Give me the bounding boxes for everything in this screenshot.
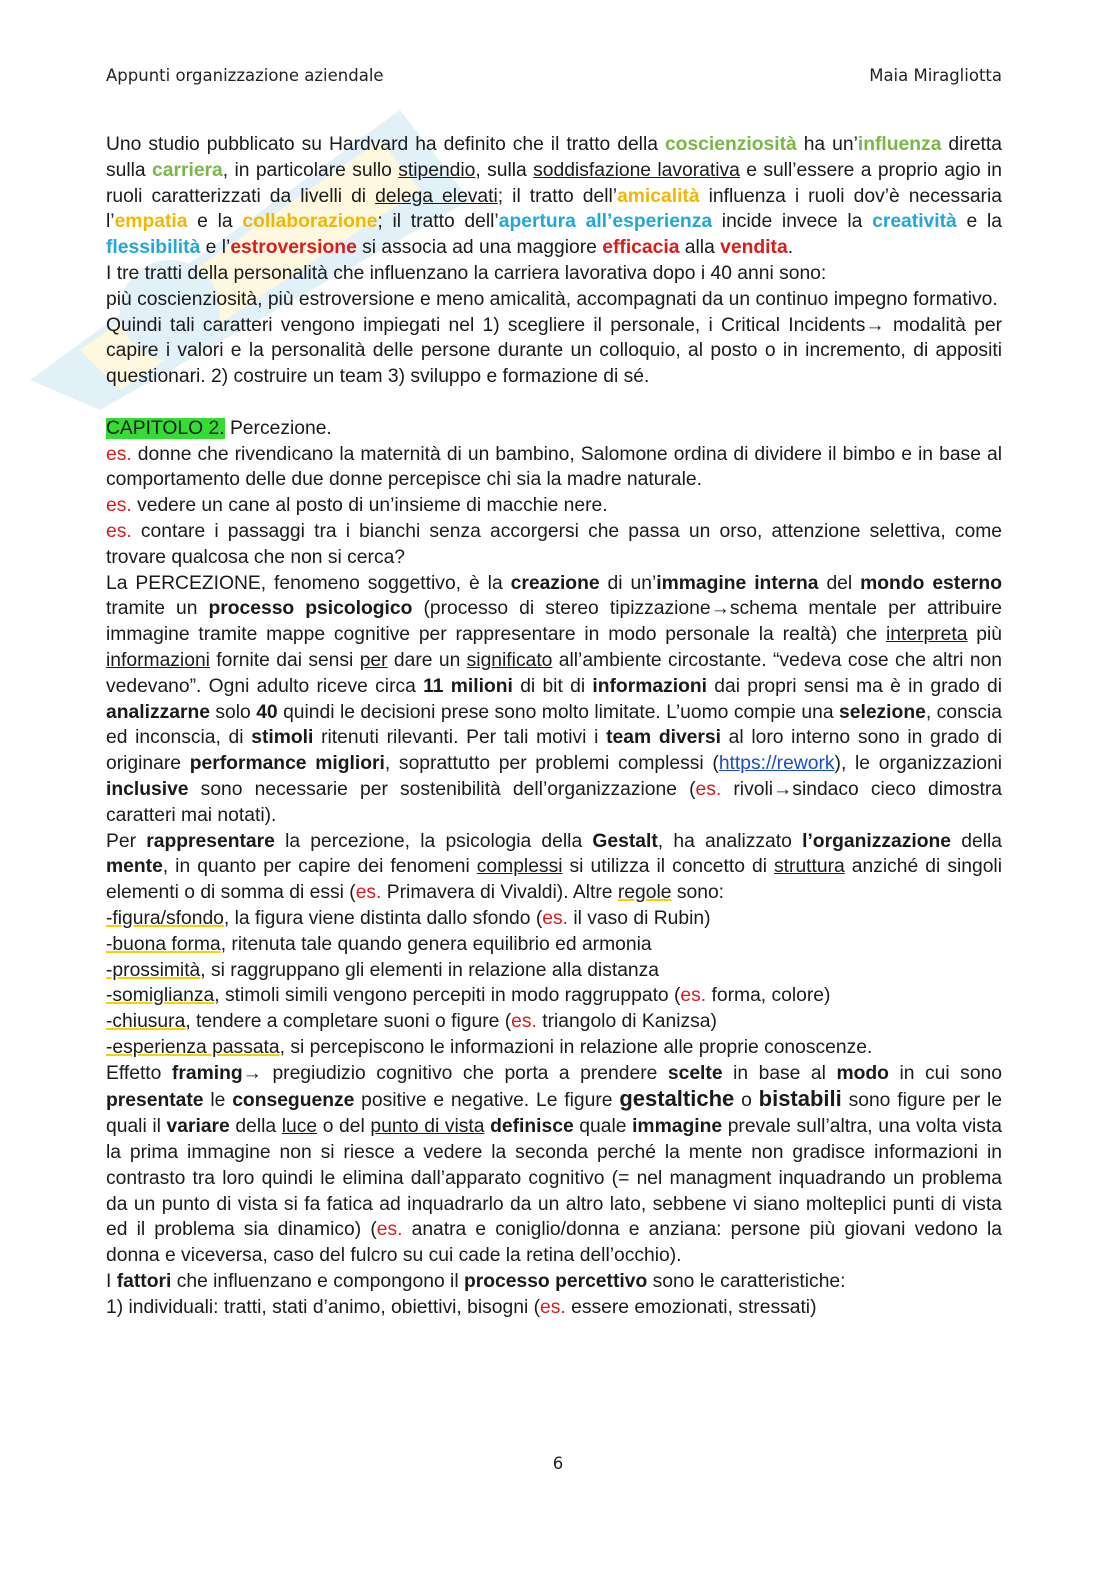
paragraph-three-traits: I tre tratti della personalità che influenzano la carriera lavorativa dopo i 40 anni sono:: [106, 262, 827, 284]
rule-item: -buona forma, ritenuta tale quando genera equilibrio ed armonia: [106, 933, 652, 955]
header-author: Maia Miragliotta: [869, 66, 1002, 85]
example-3: es. contare i passaggi tra i bianchi senza accorgersi che passa un orso, attenzione selettiva, come trovare qualcosa che non si cerca?: [106, 520, 1002, 568]
document-body: [106, 132, 1002, 1321]
paragraph-traits-list: più coscienziosità, più estroversione e meno amicalità, accompagnati da un continuo impegno formativo.: [106, 288, 998, 310]
factor-item: 1) individuali: tratti, stati d’animo, obiettivi, bisogni (es. essere emozionati, stressati): [106, 1296, 817, 1318]
example-1: es. donne che rivendicano la maternità di un bambino, Salomone ordina di dividere il bimbo e in base al comportamento delle due donne percepisce chi sia la madre naturale.: [106, 443, 1002, 491]
arrow-icon: →: [773, 778, 793, 800]
rule-item: -prossimità, si raggruppano gli elementi in relazione alla distanza: [106, 959, 660, 981]
rule-item: -figura/sfondo, la figura viene distinta dallo sfondo (es. il vaso di Rubin): [106, 907, 711, 929]
arrow-icon: →: [710, 598, 730, 620]
rework-link[interactable]: https://rework: [718, 753, 835, 775]
rule-item: -esperienza passata, si percepiscono le informazioni in relazione alle proprie conoscenze.: [106, 1036, 873, 1058]
paragraph-personality-study: Uno studio pubblicato su Hardvard ha definito che il tratto della coscienziosità ha un’influenza diretta sulla carriera, in particolare sullo stipendio, sulla soddisfazione lavorativa e sull’essere a proprio agio in ruoli caratterizzati da livelli di delega elevati; il tratto dell’amicalità influenza i ruoli dov’è necessaria l’empatia e la collaborazione; il tratto dell’apertura all’esperienza incide invece la creatività e la flessibilità e l’estroversione si associa ad una maggiore efficacia alla vendita.: [106, 134, 1003, 259]
example-2: es. vedere un cane al posto di un’insieme di macchie nere.: [106, 495, 608, 517]
rule-item: -somiglianza, stimoli simili vengono percepiti in modo raggruppato (es. forma, colore): [106, 985, 831, 1007]
paragraph-gestalt: Per rappresentare la percezione, la psicologia della Gestalt, ha analizzato l’organizzazione della mente, in quanto per capire dei fenomeni complessi si utilizza il concetto di struttura anziché di singoli elementi o di somma di essi (es. Primavera di Vivaldi). Altre regole sono:: [106, 830, 1002, 904]
page-number: 6: [552, 1454, 564, 1473]
paragraph-uses: Quindi tali caratteri vengono impiegati nel 1) scegliere il personale, i Critical Incidents→ modalità per capire i valori e la personalità delle persone durante un colloquio, al posto o in incremento, di appositi questionari. 2) costruire un team 3) sviluppo e formazione di sé.: [106, 314, 1002, 388]
paragraph-factors: I fattori che influenzano e compongono il processo percettivo sono le caratteristiche:: [106, 1271, 846, 1293]
arrow-icon: →: [865, 314, 885, 336]
rule-item: -chiusura, tendere a completare suoni o figure (es. triangolo di Kanizsa): [106, 1011, 717, 1033]
chapter-heading: CAPITOLO 2. Percezione.: [106, 417, 332, 439]
arrow-icon: →: [242, 1062, 262, 1084]
paragraph-perception: La PERCEZIONE, fenomeno soggettivo, è la creazione di un’immagine interna del mondo esterno tramite un processo psicologico (processo di stereo tipizzazione→schema mentale per attribuire immagine tramite mappe cognitive per rappresentare in modo personale la realtà) che interpreta più informazioni fornite dai sensi per dare un significato all’ambiente circostante. “vedeva cose che altri non vedevano”. Ogni adulto riceve circa 11 milioni di bit di informazioni dai propri sensi ma è in grado di analizzarne solo 40 quindi le decisioni prese sono molto limitate. L’uomo compie una selezione, conscia ed inconscia, di stimoli ritenuti rilevanti. Per tali motivi i team diversi al loro interno sono in grado di originare performance migliori, soprattutto per problemi complessi (https://rework), le organizzazioni inclusive sono necessarie per sostenibilità dell’organizzazione (es. rivoli→sindaco cieco dimostra caratteri mai notati).: [106, 572, 1003, 826]
paragraph-framing: Effetto framing→ pregiudizio cognitivo che porta a prendere scelte in base al modo in cui sono presentate le conseguenze positive e negative. Le figure gestaltiche o bistabili sono figure per le quali il variare della luce o del punto di vista definisce quale immagine prevale sull’altra, una volta vista la prima immagine non si riesce a vedere la seconda perché la mente non gradisce informazioni in contrasto tra loro quindi le elimina dall’apparato cognitivo (= nel managment inquadrando un problema da un punto di vista si fa fatica ad inquadrarlo da un altro lato, sebbene vi siano molteplici punti di vista ed il problema sia dinamico) (es. anatra e coniglio/donna e anziana: persone più giovani vedono la donna e viceversa, caso del fulcro su cui cade la retina dell’occhio).: [106, 1062, 1002, 1267]
header-title: Appunti organizzazione aziendale: [106, 66, 384, 85]
